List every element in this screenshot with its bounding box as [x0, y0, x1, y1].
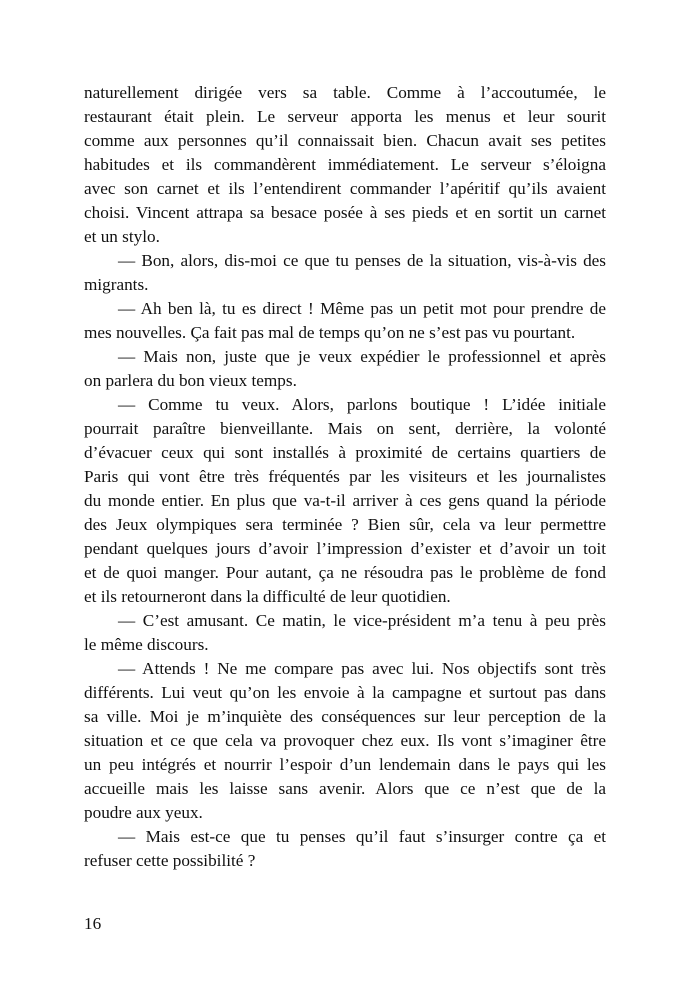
text-line: sa ville. Moi je m’inquiète des conséquences sur leur perception de la: [84, 707, 606, 726]
paragraph: [84, 657, 606, 825]
text-line: choisi. Vincent attrapa sa besace posée à ses pieds et en sortit un carnet: [84, 203, 606, 222]
text-line: situation et ce que cela va provoquer chez eux. Ils vont s’imaginer être: [84, 731, 606, 750]
text-line: et un stylo.: [84, 227, 160, 246]
text-line: — C’est amusant. Ce matin, le vice-président m’a tenu à peu près: [118, 611, 606, 630]
paragraph: [84, 297, 606, 345]
text-line: refuser cette possibilité ?: [84, 851, 256, 870]
page-number: 16: [84, 914, 102, 933]
text-line: avec son carnet et ils l’entendirent commander l’apéritif qu’ils avaient: [84, 179, 606, 198]
text-line: différents. Lui veut qu’on les envoie à la campagne et surtout pas dans: [84, 683, 606, 702]
text-line: pendant quelques jours d’avoir l’impression d’exister et d’avoir un toit: [84, 539, 606, 558]
paragraph: [84, 393, 606, 609]
text-line: pourrait paraître bienveillante. Mais on sent, derrière, la volonté: [84, 419, 606, 438]
text-line: — Attends ! Ne me compare pas avec lui. Nos objectifs sont très: [118, 659, 606, 678]
text-line: — Bon, alors, dis-moi ce que tu penses de la situation, vis-à-vis des: [118, 251, 606, 270]
body-text: [84, 81, 606, 873]
text-line: — Ah ben là, tu es direct ! Même pas un petit mot pour prendre de: [118, 299, 606, 318]
text-line: naturellement dirigée vers sa table. Comme à l’accoutumée, le: [84, 83, 606, 102]
paragraph: [84, 249, 606, 297]
text-line: migrants.: [84, 275, 149, 294]
text-line: — Mais non, juste que je veux expédier le professionnel et après: [118, 347, 606, 366]
text-line: mes nouvelles. Ça fait pas mal de temps qu’on ne s’est pas vu pourtant.: [84, 323, 576, 342]
text-line: habitudes et ils commandèrent immédiatement. Le serveur s’éloigna: [84, 155, 606, 174]
text-line: accueille mais les laisse sans avenir. Alors que ce n’est que de la: [84, 779, 606, 798]
text-line: un peu intégrés et nourrir l’espoir d’un lendemain dans le pays qui les: [84, 755, 606, 774]
text-line: Paris qui vont être très fréquentés par les visiteurs et les journalistes: [84, 467, 606, 486]
text-line: — Comme tu veux. Alors, parlons boutique ! L’idée initiale: [118, 395, 606, 414]
text-line: des Jeux olympiques sera terminée ? Bien sûr, cela va leur permettre: [84, 515, 606, 534]
text-line: on parlera du bon vieux temps.: [84, 371, 297, 390]
paragraph: [84, 825, 606, 873]
paragraph: [84, 81, 606, 249]
text-line: restaurant était plein. Le serveur apporta les menus et leur sourit: [84, 107, 606, 126]
text-line: d’évacuer ceux qui sont installés à proximité de certains quartiers de: [84, 443, 606, 462]
text-line: et de quoi manger. Pour autant, ça ne résoudra pas le problème de fond: [84, 563, 606, 582]
text-line: poudre aux yeux.: [84, 803, 203, 822]
text-line: comme aux personnes qu’il connaissait bien. Chacun avait ses petites: [84, 131, 606, 150]
paragraph: [84, 609, 606, 657]
text-line: du monde entier. En plus que va-t-il arriver à ces gens quand la période: [84, 491, 606, 510]
paragraph: [84, 345, 606, 393]
text-line: le même discours.: [84, 635, 209, 654]
text-line: — Mais est-ce que tu penses qu’il faut s’insurger contre ça et: [118, 827, 606, 846]
text-line: et ils retourneront dans la difficulté de leur quotidien.: [84, 587, 451, 606]
